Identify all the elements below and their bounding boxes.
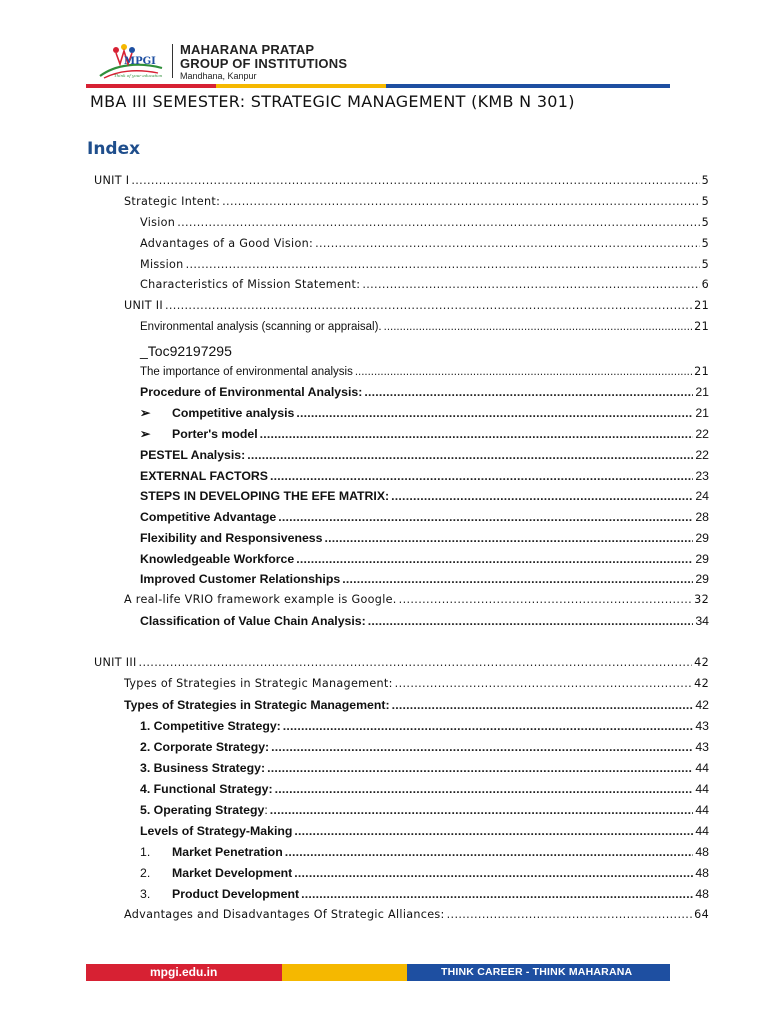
toc-entry-label-suffix: : <box>264 803 268 817</box>
toc-leader-dots <box>395 677 692 690</box>
toc-entry-page: 22 <box>695 427 709 441</box>
toc-entry[interactable] <box>140 719 709 737</box>
toc-entry-page: 29 <box>695 552 709 566</box>
toc-entry-label: UNIT II <box>124 299 163 312</box>
toc-entry-page: 5 <box>701 216 709 229</box>
footer-url: mpgi.edu.in <box>150 965 218 979</box>
toc-leader-dots <box>399 593 693 606</box>
toc-entry-label: Improved Customer Relationships <box>140 572 341 586</box>
toc-entry-label: 4. Functional Strategy: <box>140 782 273 796</box>
toc-entry-page: 44 <box>695 803 709 817</box>
toc-entry-label: The importance of environmental analysis <box>140 366 353 378</box>
arrow-bullet-icon: ➢ <box>140 427 151 441</box>
toc-entry-label: Product Development <box>172 887 300 901</box>
toc-leader-dots <box>247 448 693 462</box>
toc-entry-label: EXTERNAL FACTORS <box>140 469 268 483</box>
toc-entry-label: A real-life VRIO framework example is Google. <box>124 593 397 606</box>
toc-entry[interactable] <box>140 740 709 758</box>
toc-entry[interactable] <box>140 845 709 863</box>
toc-leader-dots <box>368 614 694 628</box>
toc-leader-dots <box>294 866 693 880</box>
toc-leader-dots <box>301 887 693 901</box>
toc-entry[interactable] <box>140 866 709 884</box>
toc-leader-dots <box>270 469 693 483</box>
toc-entry-label: Types of Strategies in Strategic Management: <box>124 677 393 690</box>
toc-entry[interactable] <box>124 677 709 695</box>
toc-entry[interactable] <box>124 195 709 213</box>
toc-entry-page: 42 <box>694 677 709 690</box>
toc-entry-label: UNIT III <box>94 656 137 669</box>
toc-entry[interactable] <box>140 824 709 842</box>
toc-entry-label: Market Penetration <box>172 845 283 859</box>
toc-entry-page: 5 <box>701 195 709 208</box>
toc-entry[interactable] <box>140 469 709 487</box>
institution-name-line2: GROUP OF INSTITUTIONS <box>180 56 348 71</box>
toc-entry[interactable] <box>124 908 709 926</box>
toc-entry-label: Mission <box>140 258 184 271</box>
toc-entry-label: 3. Business Strategy: <box>140 761 266 775</box>
toc-entry-page: 28 <box>695 510 709 524</box>
toc-entry-page: 21 <box>694 365 709 378</box>
toc-entry-label: PESTEL Analysis: <box>140 448 246 462</box>
toc-leader-dots <box>342 572 693 586</box>
toc-leader-dots <box>355 366 692 378</box>
toc-entry[interactable] <box>124 593 709 611</box>
toc-entry-page: 21 <box>695 406 709 420</box>
logo-text: MPGI <box>124 56 156 67</box>
toc-entry-page: 6 <box>701 278 709 291</box>
institution-logo <box>96 42 168 82</box>
index-heading: Index <box>87 139 141 159</box>
institution-name-line1: MAHARANA PRATAP <box>180 42 315 57</box>
toc-leader-dots <box>324 531 693 545</box>
toc-entry[interactable] <box>94 174 709 192</box>
toc-leader-dots <box>364 385 693 399</box>
toc-entry[interactable] <box>140 216 709 234</box>
toc-entry[interactable] <box>140 572 709 590</box>
logo-divider <box>172 44 173 78</box>
toc-entry-label: Porter's model <box>172 427 258 441</box>
toc-entry[interactable] <box>140 278 709 296</box>
toc-entry-label: Competitive analysis <box>172 406 295 420</box>
toc-entry-label: Levels of Strategy-Making <box>140 824 293 838</box>
toc-leader-dots <box>165 299 692 312</box>
header-bar-yellow <box>216 84 386 88</box>
toc-entry-page: 48 <box>695 845 709 859</box>
toc-leader-dots <box>283 719 694 733</box>
toc-entry[interactable] <box>140 531 709 549</box>
toc-entry-label: Procedure of Environmental Analysis: <box>140 385 363 399</box>
toc-entry[interactable] <box>140 782 709 800</box>
toc-entry[interactable] <box>140 489 709 507</box>
toc-leader-dots <box>296 406 693 420</box>
footer-bar-yellow <box>282 964 407 981</box>
toc-entry-page: 48 <box>695 887 709 901</box>
toc-entry-page: 21 <box>694 320 709 333</box>
toc-entry[interactable] <box>140 385 709 403</box>
toc-entry-page: 29 <box>695 572 709 586</box>
toc-leader-dots <box>275 782 694 796</box>
toc-leader-dots <box>296 552 693 566</box>
toc-entry-page: 42 <box>695 698 709 712</box>
toc-leader-dots <box>294 824 693 838</box>
institution-location: Mandhana, Kanpur <box>180 71 257 81</box>
toc-entry[interactable] <box>140 406 709 424</box>
toc-leader-dots <box>267 761 693 775</box>
toc-entry[interactable] <box>140 510 709 528</box>
toc-entry[interactable] <box>140 552 709 570</box>
toc-entry[interactable] <box>140 427 709 445</box>
toc-entry[interactable] <box>140 320 709 338</box>
toc-entry[interactable] <box>140 761 709 779</box>
toc-entry-page: 34 <box>695 614 709 628</box>
toc-entry-label: 5. Operating Strategy <box>140 803 265 817</box>
toc-entry[interactable] <box>140 803 709 821</box>
toc-entry-label: Advantages of a Good Vision: <box>140 237 314 250</box>
toc-entry[interactable] <box>124 299 709 317</box>
toc-entry-page: 44 <box>695 824 709 838</box>
toc-entry-page: 5 <box>701 174 709 187</box>
toc-entry-page: 32 <box>694 593 709 606</box>
toc-leader-dots <box>131 174 699 187</box>
toc-entry-page: 24 <box>695 489 709 503</box>
toc-entry-label: Market Development <box>172 866 293 880</box>
toc-entry[interactable] <box>124 698 709 716</box>
toc-entry-page: 21 <box>695 385 709 399</box>
toc-entry-label: Advantages and Disadvantages Of Strategic Alliances: <box>124 908 445 921</box>
toc-entry-page: 44 <box>695 761 709 775</box>
toc-leader-dots <box>391 489 693 503</box>
toc-entry-page: 29 <box>695 531 709 545</box>
toc-entry[interactable] <box>140 448 709 466</box>
toc-entry-label: Classification of Value Chain Analysis: <box>140 614 366 628</box>
header-bar-red <box>86 84 216 88</box>
toc-entry-page: 21 <box>694 299 709 312</box>
toc-entry-page: 48 <box>695 866 709 880</box>
toc-leader-dots <box>285 845 694 859</box>
header-bar-blue <box>386 84 670 88</box>
toc-leader-dots <box>271 740 693 754</box>
toc-entry-page: 43 <box>695 719 709 733</box>
toc-entry-label: Knowledgeable Workforce <box>140 552 295 566</box>
toc-entry[interactable] <box>140 614 709 632</box>
toc-entry-label: Characteristics of Mission Statement: <box>140 278 361 291</box>
toc-entry-page: 22 <box>695 448 709 462</box>
toc-entry-label: Strategic Intent: <box>124 195 221 208</box>
toc-entry-label: Flexibility and Responsiveness <box>140 531 323 545</box>
toc-leader-dots <box>392 698 694 712</box>
toc-entry-label: Types of Strategies in Strategic Management: <box>124 698 390 712</box>
toc-entry-page: 23 <box>695 469 709 483</box>
toc-leader-dots <box>447 908 693 921</box>
toc-entry-page: 5 <box>701 258 709 271</box>
toc-entry-label: Environmental analysis (scanning or appraisal). <box>140 321 382 333</box>
toc-entry[interactable] <box>140 237 709 255</box>
toc-entry-number: 2. <box>140 866 151 880</box>
toc-entry-page: 64 <box>694 908 709 921</box>
toc-leader-dots <box>186 258 700 271</box>
toc-entry-label: Competitive Advantage <box>140 510 277 524</box>
toc-entry-number: 1. <box>140 845 151 859</box>
toc-leader-dots <box>177 216 699 229</box>
toc-entry[interactable] <box>140 258 709 276</box>
toc-entry[interactable] <box>140 887 709 905</box>
logo-tagline: Think of your education <box>114 73 163 78</box>
toc-leader-dots <box>278 510 693 524</box>
footer-tagline: THINK CAREER - THINK MAHARANA <box>441 966 633 978</box>
toc-entry-label: 2. Corporate Strategy: <box>140 740 270 754</box>
toc-entry-label: STEPS IN DEVELOPING THE EFE MATRIX: <box>140 489 390 503</box>
institution-name <box>180 43 347 71</box>
toc-entry[interactable] <box>94 656 709 674</box>
toc-entry-page: 42 <box>694 656 709 669</box>
toc-entry-page: 5 <box>701 237 709 250</box>
toc-entry[interactable] <box>140 365 709 383</box>
toc-entry-label: 1. Competitive Strategy: <box>140 719 281 733</box>
toc-leader-dots <box>315 237 700 250</box>
page-footer <box>86 964 670 981</box>
toc-leader-dots <box>222 195 699 208</box>
toc-entry-page: 44 <box>695 782 709 796</box>
toc-leader-dots <box>260 427 694 441</box>
document-title: MBA III SEMESTER: STRATEGIC MANAGEMENT (KMB N 301) <box>90 92 575 111</box>
toc-leader-dots <box>270 803 694 817</box>
toc-leader-dots <box>384 321 693 333</box>
footer-bar-red <box>86 964 282 981</box>
toc-entry-label: Vision <box>140 216 176 229</box>
arrow-bullet-icon: ➢ <box>140 406 151 420</box>
toc-entry-label: UNIT I <box>94 174 130 187</box>
toc-entry-number: 3. <box>140 887 151 901</box>
toc-entry-page: 43 <box>695 740 709 754</box>
toc-leader-dots <box>139 656 693 669</box>
toc-leader-dots <box>362 278 699 291</box>
toc-bookmark-text: _Toc92197295 <box>140 343 232 359</box>
